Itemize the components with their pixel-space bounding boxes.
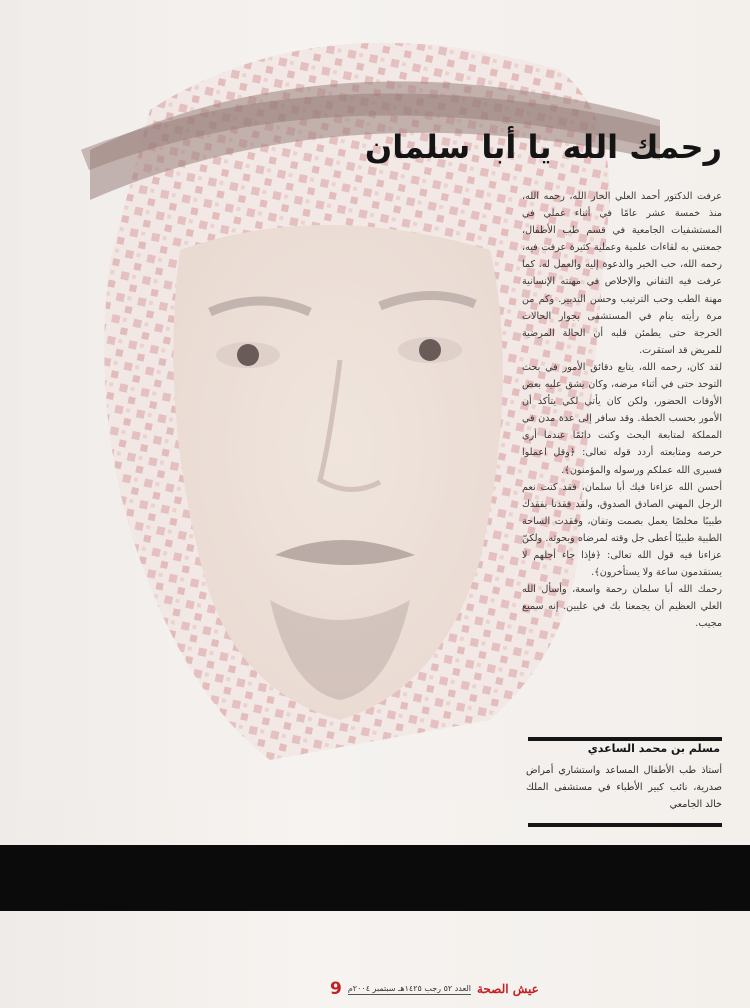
- magazine-logo: عيش الصحة: [476, 982, 539, 996]
- author-role: أستاذ طب الأطفال المساعد واستشاري أمراض صدرية، نائب كبير الأطباء في مستشفى الملك خالد الجامعي: [526, 765, 722, 810]
- author-name: مسلم بن محمد الساعدي: [587, 742, 720, 755]
- page-number: 9: [330, 979, 342, 999]
- article-title: رحمك الله يا أبا سلمان: [364, 128, 722, 166]
- page-footer: [330, 978, 570, 1000]
- article-paragraph: أحسن الله عزاءنا فيك أبا سلمان، فقد كنت نعم الرجل المهني الصادق الصدوق، ولقد فقدنا بفقدك طبيبًا مخلصًا يعمل بصمت وتفان، وفقدت الساحة الطبية طبيبًا أعطى جل وقته لمرضاه وبحوثه. ولكنّ عزاءنا فيه قول الله تعالى: ﴿فإذا جاء أجلهم لا يستقدمون ساعة ولا يستأخرون﴾.: [522, 481, 722, 579]
- article-paragraph: رحمك الله أبا سلمان رحمة واسعة، وأسأل الله العلي العظيم أن يجمعنا بك في عليين. إنه سميع مجيب.: [522, 584, 722, 630]
- article-body: [522, 188, 722, 632]
- signature-divider-bottom: [528, 823, 722, 827]
- black-band: [0, 845, 750, 911]
- issue-info: العدد ٥٢ رجب ١٤٢٥هـ سبتمبر ٢٠٠٤م: [347, 983, 471, 993]
- signature-divider-top: [528, 737, 722, 741]
- article-paragraph: عرفت الدكتور أحمد العلي الحار الله، رحمه الله، منذ خمسة عشر عامًا في أثناء عملي في المستشفيات الجامعية في قسم طب الأطفال، جمعتني به لقاءات علمية وعملية كثيرة عرفت فيه، رحمه الله، حب الخير والدعوة إليه والعمل له. كما عرفت فيه التفاني والإخلاص في مهنته الإنسانية مهنة الطب وحب الترتيب وحسن التدبير. وكم من مرة رأيته ينام في المستشفى بجوار الحالات الحرجة حتى يطمئن قلبه أن الحالة المرضية للمريض قد استقرت.: [522, 191, 722, 356]
- article-paragraph: لقد كان، رحمه الله، يتابع دقائق الأمور في بحث التوحد حتى في أثناء مرضه، وكان يشق عليه بعض الأوقات الحضور، ولكن كان يأتي لكي يتأكد أن الأمور بحسب الخطة. وقد سافر إلى عدة مدن في المملكة لمتابعة البحث وكنت دائمًا عندما أرى حرصه ومتابعته أردد قوله تعالى: ﴿وقل اعملوا فسيرى الله عملكم ورسوله والمؤمنون﴾.: [522, 361, 722, 476]
